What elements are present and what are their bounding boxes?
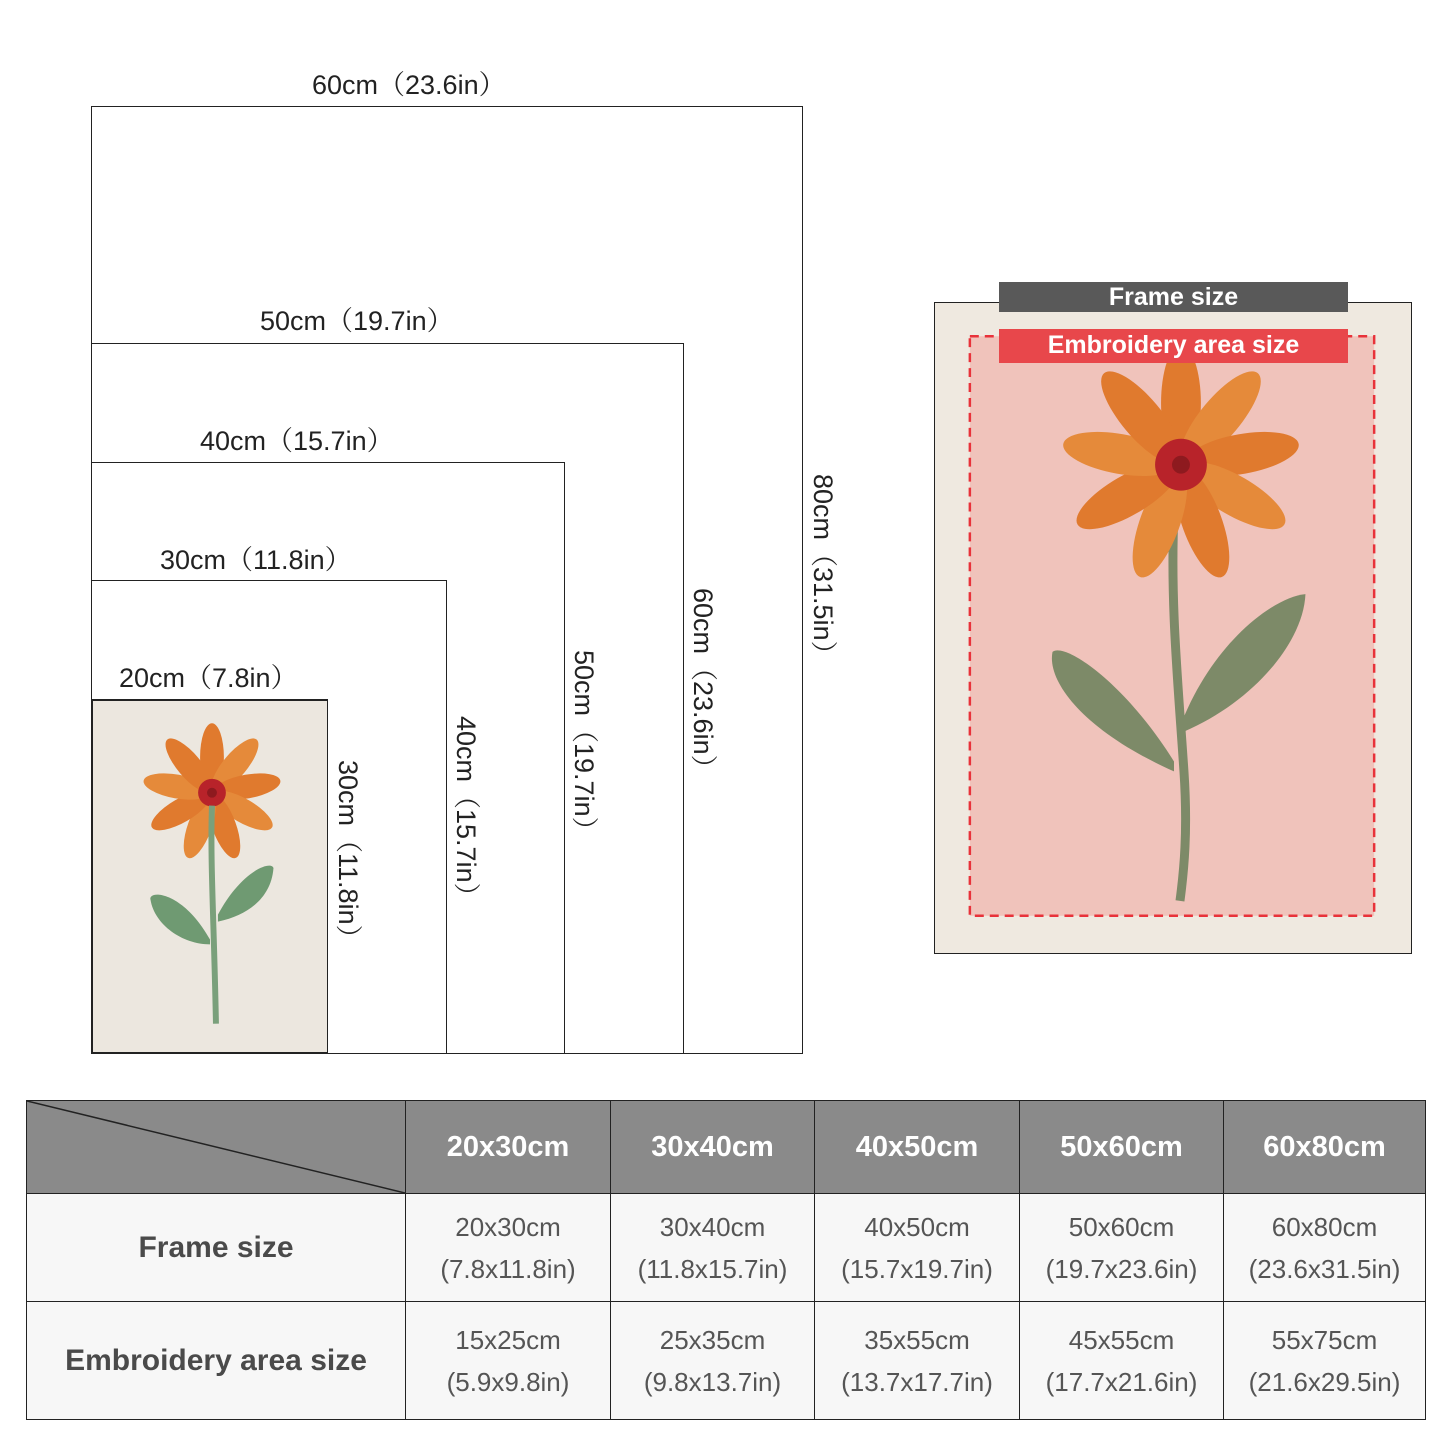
width-label-50: 50cm（19.7in）	[260, 306, 454, 336]
width-label-60: 60cm（23.6in）	[312, 70, 506, 100]
height-label-50: 50cm（19.7in）	[569, 650, 599, 844]
table-row-embroidery-area-size	[27, 1302, 1426, 1420]
height-label-30: 30cm（11.8in）	[333, 760, 363, 952]
row-label-embroidery-area-size: Embroidery area size	[27, 1302, 406, 1420]
size-table	[26, 1100, 1426, 1420]
table-cell: 50x60cm (19.7x23.6in)	[1020, 1194, 1224, 1302]
table-corner-cell	[27, 1101, 406, 1194]
row-label-frame-size: Frame size	[27, 1194, 406, 1302]
width-label-20: 20cm（7.8in）	[119, 663, 298, 693]
header-40x50: 40x50cm	[815, 1101, 1020, 1194]
width-label-30: 30cm（11.8in）	[160, 545, 352, 575]
table-cell: 40x50cm (15.7x19.7in)	[815, 1194, 1020, 1302]
height-label-40: 40cm（15.7in）	[451, 716, 481, 910]
height-label-80: 80cm（31.5in）	[808, 474, 838, 668]
header-50x60: 50x60cm	[1020, 1101, 1224, 1194]
header-60x80: 60x80cm	[1224, 1101, 1426, 1194]
table-header-row	[27, 1101, 1426, 1194]
header-20x30: 20x30cm	[406, 1101, 611, 1194]
table-cell: 35x55cm (13.7x17.7in)	[815, 1302, 1020, 1420]
embroidery-illustration	[934, 302, 1412, 954]
table-cell: 60x80cm (23.6x31.5in)	[1224, 1194, 1426, 1302]
big-flower-illustration	[935, 303, 1411, 953]
embroidery-area-tag: Embroidery area size	[999, 329, 1348, 363]
height-label-60: 60cm（23.6in）	[688, 588, 718, 782]
width-label-40: 40cm（15.7in）	[200, 426, 394, 456]
table-cell: 30x40cm (11.8x15.7in)	[611, 1194, 815, 1302]
table-cell: 55x75cm (21.6x29.5in)	[1224, 1302, 1426, 1420]
frame-size-tag: Frame size	[999, 282, 1348, 312]
table-cell: 25x35cm (9.8x13.7in)	[611, 1302, 815, 1420]
small-embroidery-thumbnail	[92, 700, 328, 1053]
table-cell: 15x25cm (5.9x9.8in)	[406, 1302, 611, 1420]
table-cell: 20x30cm (7.8x11.8in)	[406, 1194, 611, 1302]
table-cell: 45x55cm (17.7x21.6in)	[1020, 1302, 1224, 1420]
table-row-frame-size	[27, 1194, 1426, 1302]
small-flower-illustration	[93, 701, 327, 1052]
header-30x40: 30x40cm	[611, 1101, 815, 1194]
